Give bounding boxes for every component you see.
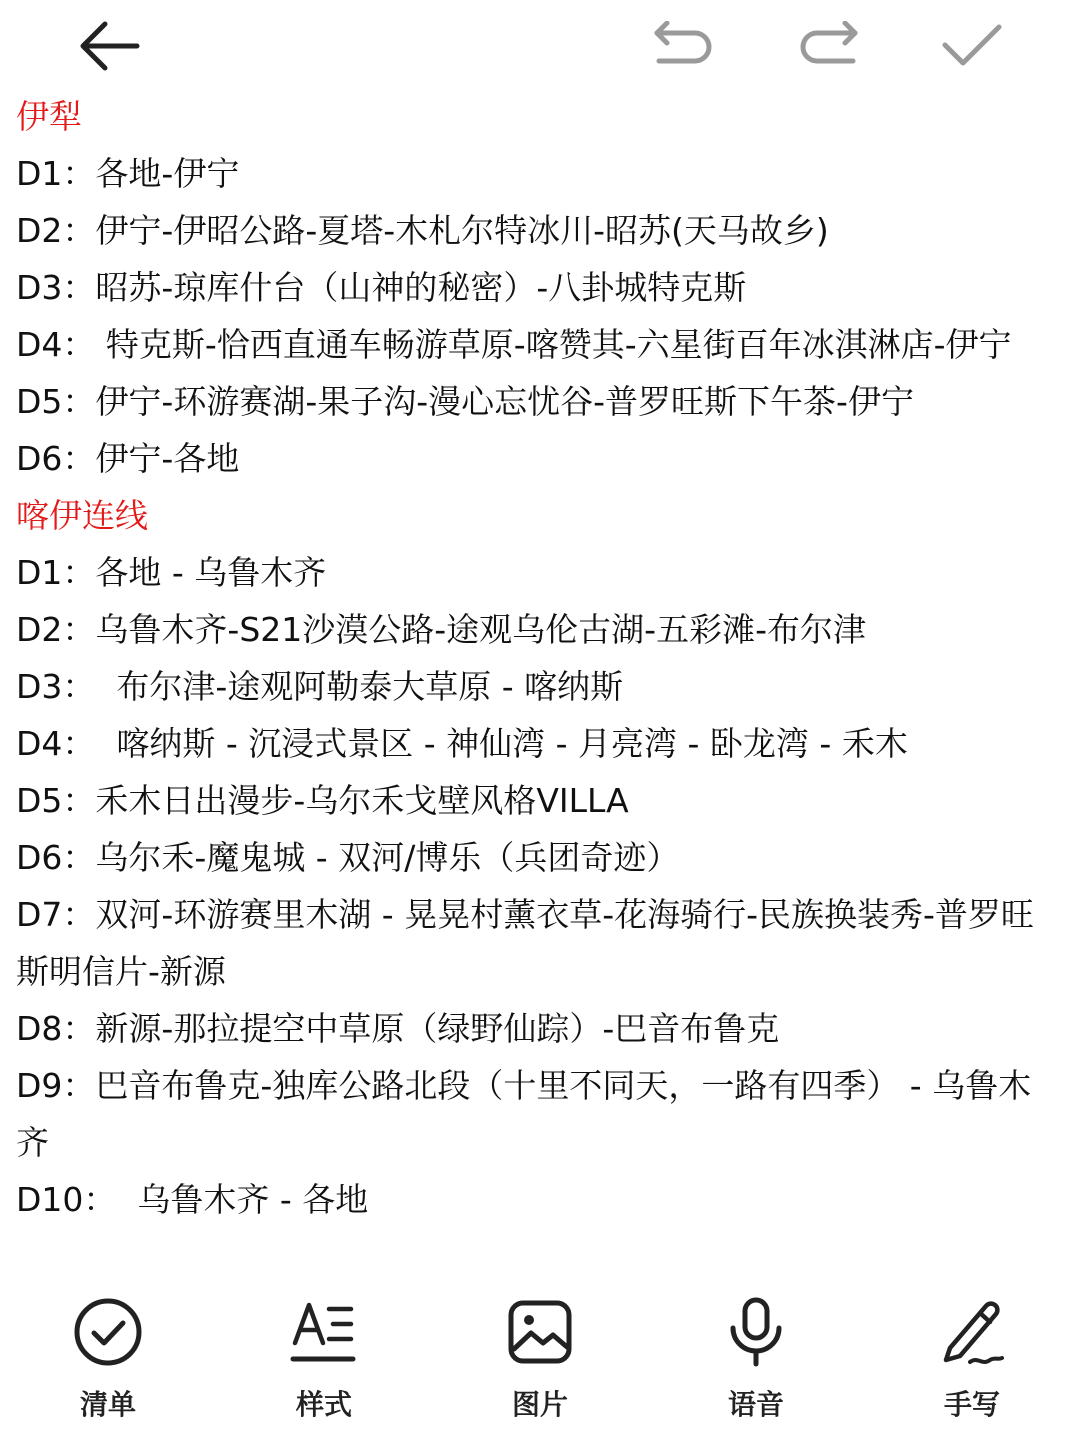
note-editor[interactable] [16,88,1060,1228]
section-heading: 伊犁 [16,97,82,136]
itinerary-line: D4： 特克斯-恰西直通车畅游草原-喀赞其-六星街百年冰淇淋店-伊宁 [16,325,1012,364]
image-label: 图片 [511,1388,568,1421]
itinerary-line: D6：乌尔禾-魔鬼城 - 双河/博乐（兵团奇迹） [16,838,680,877]
itinerary-line: D6：伊宁-各地 [16,439,240,478]
redo-button[interactable] [788,10,868,82]
itinerary-line: D3：昭苏-琼库什台（山神的秘密）-八卦城特克斯 [16,268,747,307]
checklist-label: 清单 [79,1388,136,1421]
image-icon [504,1296,576,1368]
microphone-icon [720,1296,792,1368]
section-heading: 喀伊连线 [16,496,148,535]
undo-icon [649,21,719,71]
text-style-icon [288,1296,360,1368]
itinerary-line: D7：双河-环游赛里木湖 - 晃晃村薰衣草-花海骑行-民族换装秀-普罗旺斯明信片-新源 [16,895,1034,991]
text-style-label: 样式 [295,1388,352,1421]
top-toolbar [0,0,1080,92]
arrow-left-icon [73,16,143,76]
itinerary-line: D1：各地-伊宁 [16,154,240,193]
handwriting-button[interactable] [907,1296,1037,1426]
itinerary-line: D2：乌鲁木齐-S21沙漠公路-途观乌伦古湖-五彩滩-布尔津 [16,610,866,649]
itinerary-line: D3： 布尔津-途观阿勒泰大草原 - 喀纳斯 [16,667,624,706]
checklist-button[interactable] [43,1296,173,1426]
voice-button[interactable] [691,1296,821,1426]
itinerary-line: D8：新源-那拉提空中草原（绿野仙踪）-巴音布鲁克 [16,1009,780,1048]
itinerary-line: D10： 乌鲁木齐 - 各地 [16,1180,369,1219]
itinerary-line: D5：伊宁-环游赛湖-果子沟-漫心忘忧谷-普罗旺斯下午茶-伊宁 [16,382,914,421]
confirm-button[interactable] [932,10,1012,82]
text-style-button[interactable] [259,1296,389,1426]
undo-button[interactable] [644,10,724,82]
itinerary-line: D2：伊宁-伊昭公路-夏塔-木札尔特冰川-昭苏(天马故乡) [16,211,829,250]
back-button[interactable] [68,10,148,82]
itinerary-line: D9：巴音布鲁克-独库公路北段（十里不同天，一路有四季） - 乌鲁木齐 [16,1066,1032,1162]
handwriting-label: 手写 [943,1388,1000,1421]
redo-icon [793,21,863,71]
bottom-toolbar [0,1290,1080,1440]
itinerary-line: D5：禾木日出漫步-乌尔禾戈壁风格VILLA [16,781,629,820]
voice-label: 语音 [727,1388,784,1421]
itinerary-line: D4： 喀纳斯 - 沉浸式景区 - 神仙湾 - 月亮湾 - 卧龙湾 - 禾木 [16,724,908,763]
checklist-icon [72,1296,144,1368]
pen-icon [936,1296,1008,1368]
checkmark-icon [939,21,1005,71]
image-button[interactable] [475,1296,605,1426]
itinerary-line: D1：各地 - 乌鲁木齐 [16,553,327,592]
